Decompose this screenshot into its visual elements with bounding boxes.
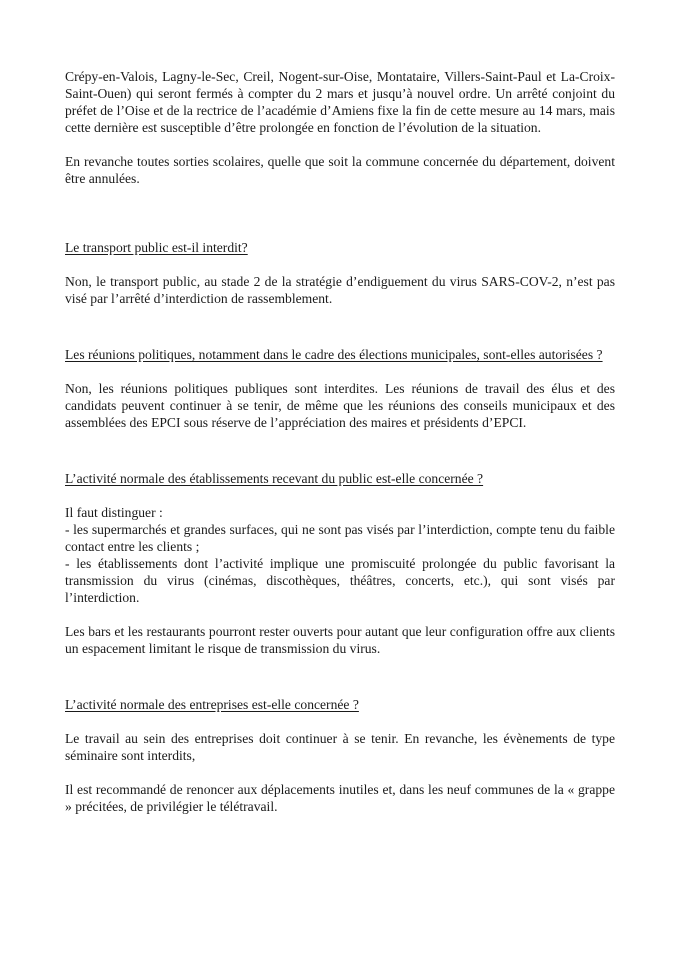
intro-paragraph-closures: Crépy-en-Valois, Lagny-le-Sec, Creil, Nogent-sur-Oise, Montataire, Villers-Saint-Paul et La-Croix-Saint-Ouen) qui seront fermés à compter du 2 mars et jusqu’à nouvel ordre. Un arrêté conjoint du préfet de l’Oise et de la rectrice de l’académie d’Amiens fixe la fin de cette mesure au 14 mars, mais cette dernière est susceptible d’être prolongée en fonction de l’évolution de la situation. xyxy=(65,69,615,135)
section-paragraph-public-transport: Non, le transport public, au stade 2 de la stratégie d’endiguement du virus SARS-COV-2, n’est pas visé par l’arrêté d’interdiction de rassemblement. xyxy=(65,274,615,306)
document-page xyxy=(65,68,615,815)
section-paragraph-bars-restaurants: Les bars et les restaurants pourront rester ouverts pour autant que leur configuration offre aux clients un espacement limitant le risque de transmission du virus. xyxy=(65,624,615,656)
intro-paragraph-school-trips: En revanche toutes sorties scolaires, quelle que soit la commune concernée du département, doivent être annulées. xyxy=(65,154,615,186)
section-lead-distinguish: Il faut distinguer : xyxy=(65,505,163,520)
bullet-establishments: - les établissements dont l’activité implique une promiscuité prolongée du public favorisant la transmission du virus (cinémas, discothèques, théâtres, concerts, etc.), qui sont visés par l’interdiction. xyxy=(65,556,615,605)
section-paragraph-telework: Il est recommandé de renoncer aux déplacements inutiles et, dans les neuf communes de la « grappe » précitées, de privilégier le télétravail. xyxy=(65,782,615,814)
section-heading-public-establishments: L’activité normale des établissements recevant du public est-elle concernée ? xyxy=(65,471,484,486)
bullet-supermarkets: - les supermarchés et grandes surfaces, qui ne sont pas visés par l’interdiction, compte tenu du faible contact entre les clients ; xyxy=(65,522,615,554)
section-heading-companies: L’activité normale des entreprises est-elle concernée ? xyxy=(65,697,359,712)
section-heading-political-meetings: Les réunions politiques, notamment dans le cadre des élections municipales, sont-elles autorisées ? xyxy=(65,347,603,362)
section-paragraph-companies-work: Le travail au sein des entreprises doit continuer à se tenir. En revanche, les évènements de type séminaire sont interdits, xyxy=(65,731,615,763)
section-paragraph-political-meetings: Non, les réunions politiques publiques sont interdites. Les réunions de travail des élus et des candidats peuvent continuer à se tenir, de même que les réunions des conseils municipaux et des assemblées des EPCI sous réserve de l’appréciation des maires et présidents d’EPCI. xyxy=(65,381,615,430)
section-heading-public-transport: Le transport public est-il interdit? xyxy=(65,240,248,255)
